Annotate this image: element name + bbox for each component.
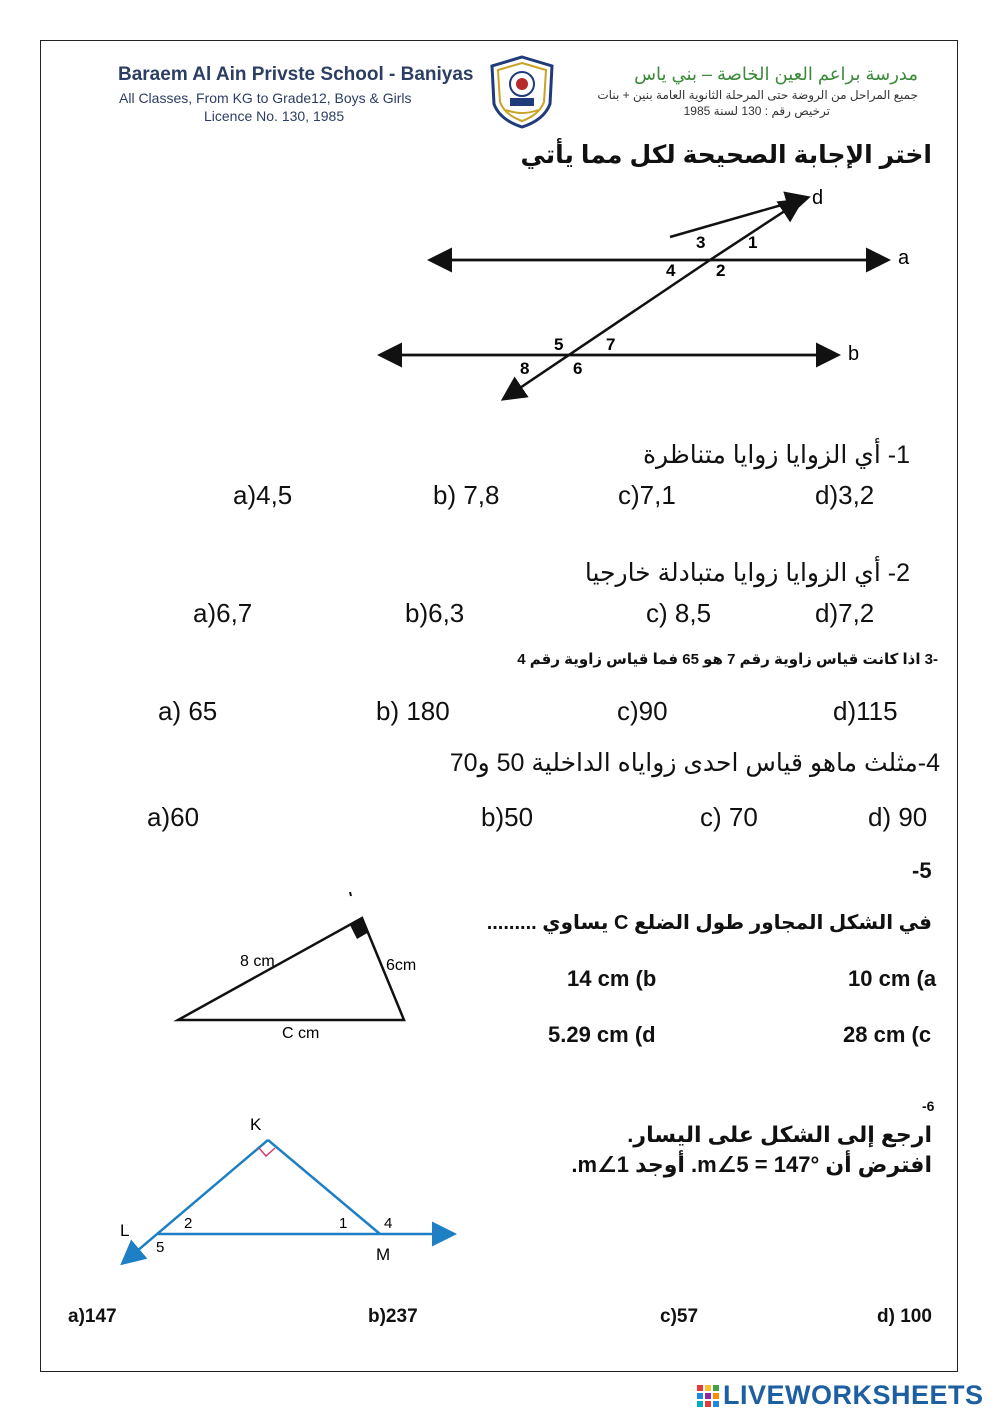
liveworksheets-brand: LIVEWORKSHEETS <box>723 1380 984 1410</box>
angle-label-5: 5 <box>156 1239 165 1256</box>
school-name-en: Baraem Al Ain Privste School - Baniyas <box>118 64 474 85</box>
q5-option-d[interactable]: 5.29 cm (d <box>548 1022 656 1047</box>
vertex-k: K <box>250 1115 262 1134</box>
label-d: d <box>812 187 824 209</box>
side-leg-label: 6cm <box>386 957 417 974</box>
q6-option-c[interactable]: c)57 <box>660 1306 699 1327</box>
question-2-text: أي الزوايا زوايا متبادلة خارجيا <box>584 559 881 587</box>
school-name-ar: مدرسة براعم العين الخاصة – بني ياس <box>634 64 918 84</box>
q4-option-d[interactable]: d) 90 <box>868 802 928 832</box>
q1-option-d[interactable]: d)3,2 <box>815 480 875 510</box>
question-4 <box>450 748 940 778</box>
q3-option-c[interactable]: c)90 <box>617 696 668 726</box>
q3-option-a[interactable]: a) 65 <box>158 696 218 726</box>
angle-label-4: 4 <box>384 1215 393 1232</box>
vertex-m: M <box>376 1245 391 1264</box>
angle-label-7: 7 <box>606 335 616 354</box>
right-angle-mark <box>350 918 369 939</box>
instructions: اختر الإجابة الصحيحة لكل مما يأتي <box>520 141 932 169</box>
q6-option-b[interactable]: b)237 <box>368 1306 418 1327</box>
line-d <box>505 260 710 398</box>
q5-option-b[interactable]: 14 cm (b <box>567 966 657 991</box>
q3-option-d[interactable]: d)115 <box>833 696 898 726</box>
angle-label-8: 8 <box>520 359 530 378</box>
question-6-line1: ارجع إلى الشكل على اليسار. <box>627 1122 932 1147</box>
q5-option-c[interactable]: 28 cm (c <box>843 1022 932 1047</box>
q6-option-d[interactable]: d) 100 <box>877 1306 932 1327</box>
q2-option-b[interactable]: b)6,3 <box>405 598 465 628</box>
q6-option-a[interactable]: a)147 <box>68 1306 117 1327</box>
q1-option-a[interactable]: a)4,5 <box>233 480 293 510</box>
school-logo <box>484 54 560 130</box>
question-3 <box>517 650 938 668</box>
q4-option-c[interactable]: c) 70 <box>700 802 758 832</box>
angle-label-6: 6 <box>573 359 583 378</box>
q5-option-a[interactable]: 10 cm (a <box>848 966 937 991</box>
question-5-text: في الشكل المجاور طول الضلع C يساوي ......... <box>486 912 932 934</box>
line-kl <box>124 1140 268 1262</box>
q4-option-b[interactable]: b)50 <box>481 802 534 832</box>
q2-option-a[interactable]: a)6,7 <box>193 598 253 628</box>
school-licence-ar: ترخيص رقم : 130 لسنة 1985 <box>683 104 830 118</box>
q1-option-b[interactable]: b) 7,8 <box>433 480 500 510</box>
right-triangle-figure <box>160 884 440 1054</box>
triangle-klm-figure <box>110 1110 470 1280</box>
right-triangle <box>178 918 404 1020</box>
q2-option-c[interactable]: c) 8,5 <box>646 598 712 628</box>
angle-label-2: 2 <box>184 1215 193 1232</box>
label-b: b <box>848 343 860 365</box>
liveworksheets-icon <box>696 1384 720 1408</box>
parallel-lines-figure <box>370 180 930 410</box>
angle-label-1: 1 <box>748 233 758 252</box>
side-hyp-label: 8 cm <box>240 953 275 970</box>
line-d-top <box>670 198 806 237</box>
question-4-number: 4- <box>917 749 940 777</box>
angle-label-2: 2 <box>716 261 726 280</box>
angle-label-5: 5 <box>554 335 564 354</box>
vertex-l: L <box>120 1221 130 1240</box>
angle-label-4: 4 <box>666 261 676 280</box>
school-classes-en: All Classes, From KG to Grade12, Boys & Girls <box>119 90 412 106</box>
label-a: a <box>898 247 910 269</box>
liveworksheets-logo[interactable] <box>696 1380 984 1411</box>
question-3-number: -3 <box>924 651 938 668</box>
school-licence-en: Licence No. 130, 1985 <box>204 108 345 124</box>
q4-option-a[interactable]: a)60 <box>147 802 200 832</box>
side-base-label: C cm <box>282 1025 320 1042</box>
school-logo-emblem <box>484 54 560 130</box>
q2-option-d[interactable]: d)7,2 <box>815 598 875 628</box>
angle-label-3: 3 <box>696 233 706 252</box>
school-classes-ar: جميع المراحل من الروضة حتى المرحلة الثانوية العامة بنين + بنات <box>597 88 918 102</box>
question-6-line2: افترض أن m∠5 = 147°. أوجد m∠1. <box>571 1152 932 1177</box>
q3-option-b[interactable]: b) 180 <box>376 696 450 726</box>
question-3-text: اذا كانت قياس زاوية رقم 7 هو 65 فما قياس زاوية رقم 4 <box>517 651 921 668</box>
question-5-number: -5 <box>912 858 932 883</box>
question-1-text: أي الزوايا زوايا متناظرة <box>642 441 881 469</box>
question-6-number: -6 <box>922 1098 935 1114</box>
question-4-text: مثلث ماهو قياس احدى زواياه الداخلية 50 و70 <box>449 749 918 777</box>
right-angle-mark-k <box>259 1148 275 1156</box>
question-1 <box>643 440 910 470</box>
line-km <box>268 1140 380 1234</box>
question-2-number: 2- <box>887 559 910 587</box>
question-1-number: 1- <box>887 441 910 469</box>
angle-label-1: 1 <box>339 1215 348 1232</box>
q1-option-c[interactable]: c)7,1 <box>618 480 676 510</box>
question-2 <box>585 558 910 588</box>
